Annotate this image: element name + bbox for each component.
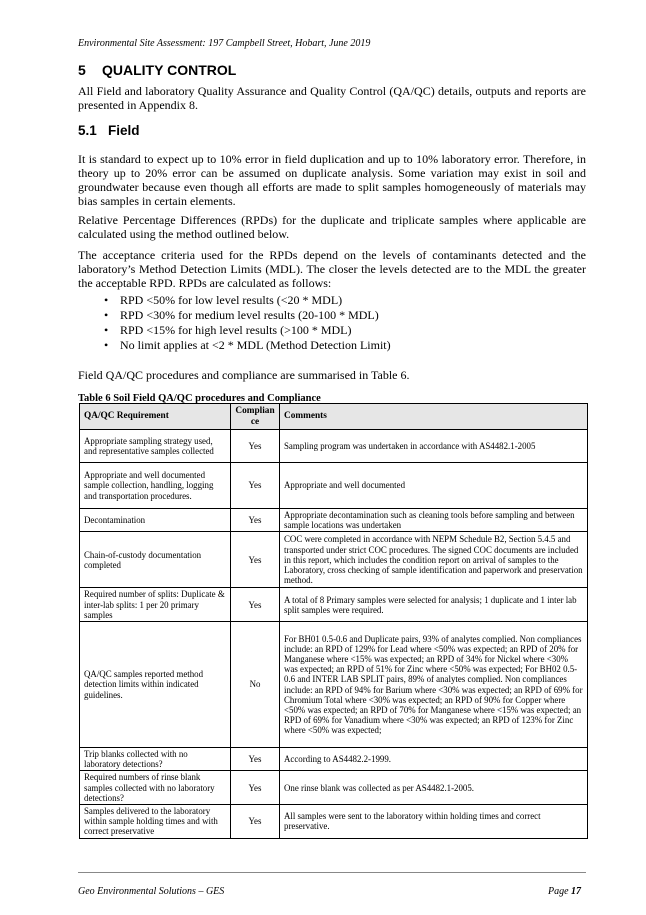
requirement-cell: Required numbers of rinse blank samples collected with no laboratory detections? [80, 771, 231, 805]
table-header-row [80, 404, 588, 430]
requirement-cell: Samples delivered to the laboratory within sample holding times and with correct preservative [80, 805, 231, 839]
requirement-cell: Chain-of-custody documentation completed [80, 532, 231, 588]
list-item: • RPD <30% for medium level results (20-100 * MDL) [78, 308, 391, 323]
table-row [80, 805, 588, 839]
comment-cell: Appropriate and well documented [280, 463, 588, 509]
section-title: QUALITY CONTROL [102, 62, 237, 78]
comment-cell: COC were completed in accordance with NEPM Schedule B2, Section 5.4.5 and transported under strict COC procedures. The signed COC documents are included in this report, which includes the condition report on arrival of samples to the Laboratory, cross checking of sample identification and paperwork and preservation method. [280, 532, 588, 588]
comment-cell: Sampling program was undertaken in accordance with AS4482.1-2005 [280, 430, 588, 463]
comment-cell: One rinse blank was collected as per AS4482.1-2005. [280, 771, 588, 805]
page-number-value: 17 [571, 886, 582, 897]
paragraph-acceptance: The acceptance criteria used for the RPDs depend on the levels of contaminants detected and the laboratory’s Method Detection Limits (MDL). The closer the levels detected are to the MDL the greater the acceptable RPD. RPDs are calculated as follows: [78, 248, 586, 290]
requirement-cell: Decontamination [80, 509, 231, 532]
running-header: Environmental Site Assessment: 197 Campbell Street, Hobart, June 2019 [78, 38, 371, 49]
qa-qc-table [79, 403, 588, 839]
compliance-cell: Yes [231, 588, 280, 622]
comment-cell: A total of 8 Primary samples were selected for analysis; 1 duplicate and 1 inter lab split samples were required. [280, 588, 588, 622]
header-compliance: Complian ce [231, 404, 280, 430]
table-caption: Table 6 Soil Field QA/QC procedures and Compliance [78, 393, 321, 404]
requirement-cell: Appropriate sampling strategy used, and representative samples collected [80, 430, 231, 463]
header-requirement: QA/QC Requirement [80, 404, 231, 430]
list-item: • RPD <15% for high level results (>100 * MDL) [78, 323, 391, 338]
compliance-cell: Yes [231, 463, 280, 509]
compliance-cell: Yes [231, 771, 280, 805]
compliance-cell: Yes [231, 509, 280, 532]
section-number: 5 [78, 62, 86, 78]
list-item: • No limit applies at <2 * MDL (Method Detection Limit) [78, 338, 391, 353]
paragraph-error: It is standard to expect up to 10% error in field duplication and up to 10% laboratory error. Therefore, in theory up to 20% error can be assumed on duplicate analysis. Some variation may exist in soil and groundwater because even though all efforts are made to split samples homogeneously of materials may bias samples in certain elements. [78, 152, 586, 208]
table-row [80, 430, 588, 463]
compliance-cell: Yes [231, 430, 280, 463]
compliance-cell: Yes [231, 805, 280, 839]
comment-cell: All samples were sent to the laboratory within holding times and correct preservative. [280, 805, 588, 839]
comment-cell: Appropriate decontamination such as cleaning tools before sampling and between sample locations was undertaken [280, 509, 588, 532]
table-row [80, 771, 588, 805]
table-row [80, 748, 588, 771]
footer-divider [78, 872, 586, 873]
requirement-cell: Trip blanks collected with no laboratory detections? [80, 748, 231, 771]
subsection-heading [78, 123, 140, 138]
paragraph-rpd: Relative Percentage Differences (RPDs) for the duplicate and triplicate samples where applicable are calculated using the method outlined below. [78, 213, 586, 241]
footer-company: Geo Environmental Solutions – GES [78, 886, 225, 897]
subsection-number: 5.1 [78, 123, 97, 138]
section-intro: All Field and laboratory Quality Assurance and Quality Control (QA/QC) details, outputs and reports are presented in Appendix 8. [78, 84, 586, 112]
paragraph-summary: Field QA/QC procedures and compliance are summarised in Table 6. [78, 368, 410, 382]
requirement-cell: Appropriate and well documented sample collection, handling, logging and transportation procedures. [80, 463, 231, 509]
compliance-cell: Yes [231, 748, 280, 771]
table-row [80, 622, 588, 748]
comment-cell: According to AS4482.2-1999. [280, 748, 588, 771]
comment-cell: For BH01 0.5-0.6 and Duplicate pairs, 93% of analytes complied. Non compliances include: an RPD of 129% for Lead where <50% was expected; an RPD of 20% for Manganese where <15% was expected; an RPD of 34% for Nickel where <30% was expected; an RPD of 51% for Zinc where <50% was expected; For BH02 0.5-0.6 and INTER LAB SPLIT pairs, 89% of analytes complied. Non compliances include: an RPD of 94% for Barium where <30% was expected; an RPD of 69% for Chromium Total where <30% was expected; an RPD of 90% for Copper where <50% was expected; an RPD of 70% for Manganese where <15% was expected; an RPD of 69% for Vanadium where <30% was expected; an RPD of 123% for Zinc where <50% was expected; [280, 622, 588, 748]
compliance-cell: Yes [231, 532, 280, 588]
table-row [80, 532, 588, 588]
table-row [80, 463, 588, 509]
list-item: • RPD <50% for low level results (<20 * MDL) [78, 293, 391, 308]
compliance-cell: No [231, 622, 280, 748]
table-row [80, 588, 588, 622]
header-comments: Comments [280, 404, 588, 430]
table-row [80, 509, 588, 532]
page-number [548, 886, 581, 897]
page-label: Page [548, 886, 569, 897]
subsection-title: Field [108, 123, 140, 138]
rpd-criteria-list [78, 293, 391, 353]
section-heading [78, 62, 236, 78]
requirement-cell: Required number of splits: Duplicate & inter-lab splits: 1 per 20 primary samples [80, 588, 231, 622]
requirement-cell: QA/QC samples reported method detection limits within indicated guidelines. [80, 622, 231, 748]
